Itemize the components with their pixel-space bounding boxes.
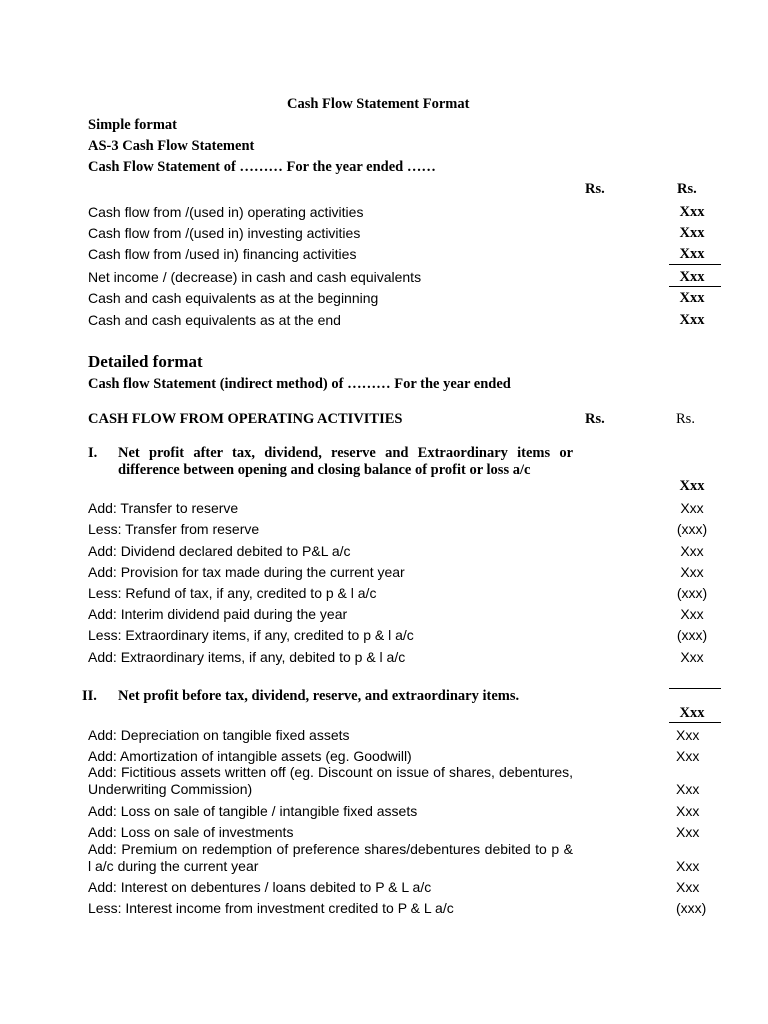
adjustment-row-amount: Xxx xyxy=(680,564,704,580)
total-rule xyxy=(669,286,721,287)
adjustment-row-label: Less: Extraordinary items, if any, credited to p & l a/c xyxy=(88,627,414,643)
detailed-rs-column-2: Rs. xyxy=(676,411,695,427)
detailed-rs-column-1: Rs. xyxy=(585,411,605,427)
adjustment-row-label: Add: Interim dividend paid during the year xyxy=(88,606,348,622)
simple-row-amount: Xxx xyxy=(679,312,705,328)
adjustment-row-amount: Xxx xyxy=(676,824,700,840)
adjustment-row-label: Add: Loss on sale of investments xyxy=(88,824,294,840)
adjustment-row-amount: Xxx xyxy=(676,781,700,797)
item-1-amount: Xxx xyxy=(679,478,705,494)
simple-statement-of: Cash Flow Statement of ……… For the year ended …… xyxy=(88,159,436,175)
adjustment-row-amount: (xxx) xyxy=(676,585,708,601)
simple-row-label: Net income / (decrease) in cash and cash equivalents xyxy=(88,269,422,285)
simple-row-label: Cash flow from /(used in) operating activities xyxy=(88,204,364,220)
adjustment-row-amount: Xxx xyxy=(676,748,700,764)
adjustment-row-amount: Xxx xyxy=(680,543,704,559)
adjustment-row-amount: Xxx xyxy=(680,500,704,516)
simple-row-amount: Xxx xyxy=(679,225,705,241)
adjustment-row-label: Less: Transfer from reserve xyxy=(88,521,260,537)
adjustment-row-label: Add: Premium on redemption of preference shares/debentures debited to p & l a/c during the current year xyxy=(88,841,573,874)
adjustment-row-amount: (xxx) xyxy=(676,521,708,537)
adjustment-row-label: Add: Fictitious assets written off (eg. Discount on issue of shares, debentures, Underwriting Commission) xyxy=(88,764,573,797)
adjustment-row-amount: Xxx xyxy=(676,803,700,819)
simple-rs-column-1: Rs. xyxy=(585,181,605,197)
simple-row-amount: Xxx xyxy=(679,269,705,285)
adjustment-row-label: Add: Loss on sale of tangible / intangible fixed assets xyxy=(88,803,418,819)
simple-row-label: Cash and cash equivalents as at the beginning xyxy=(88,290,379,306)
simple-row-amount: Xxx xyxy=(679,246,705,262)
adjustment-row-label: Less: Interest income from investment credited to P & L a/c xyxy=(88,900,454,916)
adjustment-row-label: Add: Depreciation on tangible fixed assets xyxy=(88,727,350,743)
adjustment-row-amount: Xxx xyxy=(676,879,700,895)
simple-row-amount: Xxx xyxy=(679,204,705,220)
adjustment-row-label: Add: Extraordinary items, if any, debited to p & l a/c xyxy=(88,649,406,665)
adjustment-row-amount: Xxx xyxy=(676,727,700,743)
total-rule xyxy=(669,722,721,723)
subtotal-rule xyxy=(669,264,721,265)
adjustment-row-label: Add: Provision for tax made during the current year xyxy=(88,564,405,580)
document-title: Cash Flow Statement Format xyxy=(287,96,470,112)
detailed-format-heading: Detailed format xyxy=(88,352,203,371)
adjustment-row-amount: (xxx) xyxy=(676,627,708,643)
simple-row-amount: Xxx xyxy=(679,290,705,306)
adjustment-row-amount: Xxx xyxy=(680,649,704,665)
adjustment-row-label: Add: Amortization of intangible assets (eg. Goodwill) xyxy=(88,748,412,764)
subtotal-rule xyxy=(669,688,721,689)
as3-heading: AS-3 Cash Flow Statement xyxy=(88,138,255,154)
adjustment-row-label: Add: Dividend declared debited to P&L a/c xyxy=(88,543,351,559)
adjustment-row-label: Add: Transfer to reserve xyxy=(88,500,239,516)
adjustment-row-label: Add: Interest on debentures / loans debited to P & L a/c xyxy=(88,879,432,895)
simple-row-label: Cash and cash equivalents as at the end xyxy=(88,312,341,328)
item-2-amount: Xxx xyxy=(679,705,705,721)
operating-activities-heading: CASH FLOW FROM OPERATING ACTIVITIES xyxy=(88,411,403,427)
simple-row-label: Cash flow from /used in) financing activities xyxy=(88,246,357,262)
item-1-number: I. xyxy=(88,445,98,461)
adjustment-row-amount: Xxx xyxy=(680,606,704,622)
item-2-text: Net profit before tax, dividend, reserve, and extraordinary items. xyxy=(118,688,520,704)
adjustment-row-amount: (xxx) xyxy=(676,900,707,916)
item-1-text: Net profit after tax, dividend, reserve and Extraordinary items or difference between opening and closing balance of profit or loss a/c xyxy=(118,445,573,478)
detailed-statement-of: Cash flow Statement (indirect method) of ……… For the year ended xyxy=(88,376,511,392)
simple-format-heading: Simple format xyxy=(88,117,177,133)
item-2-number: II. xyxy=(82,688,97,704)
adjustment-row-label: Less: Refund of tax, if any, credited to p & l a/c xyxy=(88,585,377,601)
adjustment-row-amount: Xxx xyxy=(676,858,700,874)
simple-row-label: Cash flow from /(used in) investing activities xyxy=(88,225,361,241)
simple-rs-column-2: Rs. xyxy=(677,181,697,197)
